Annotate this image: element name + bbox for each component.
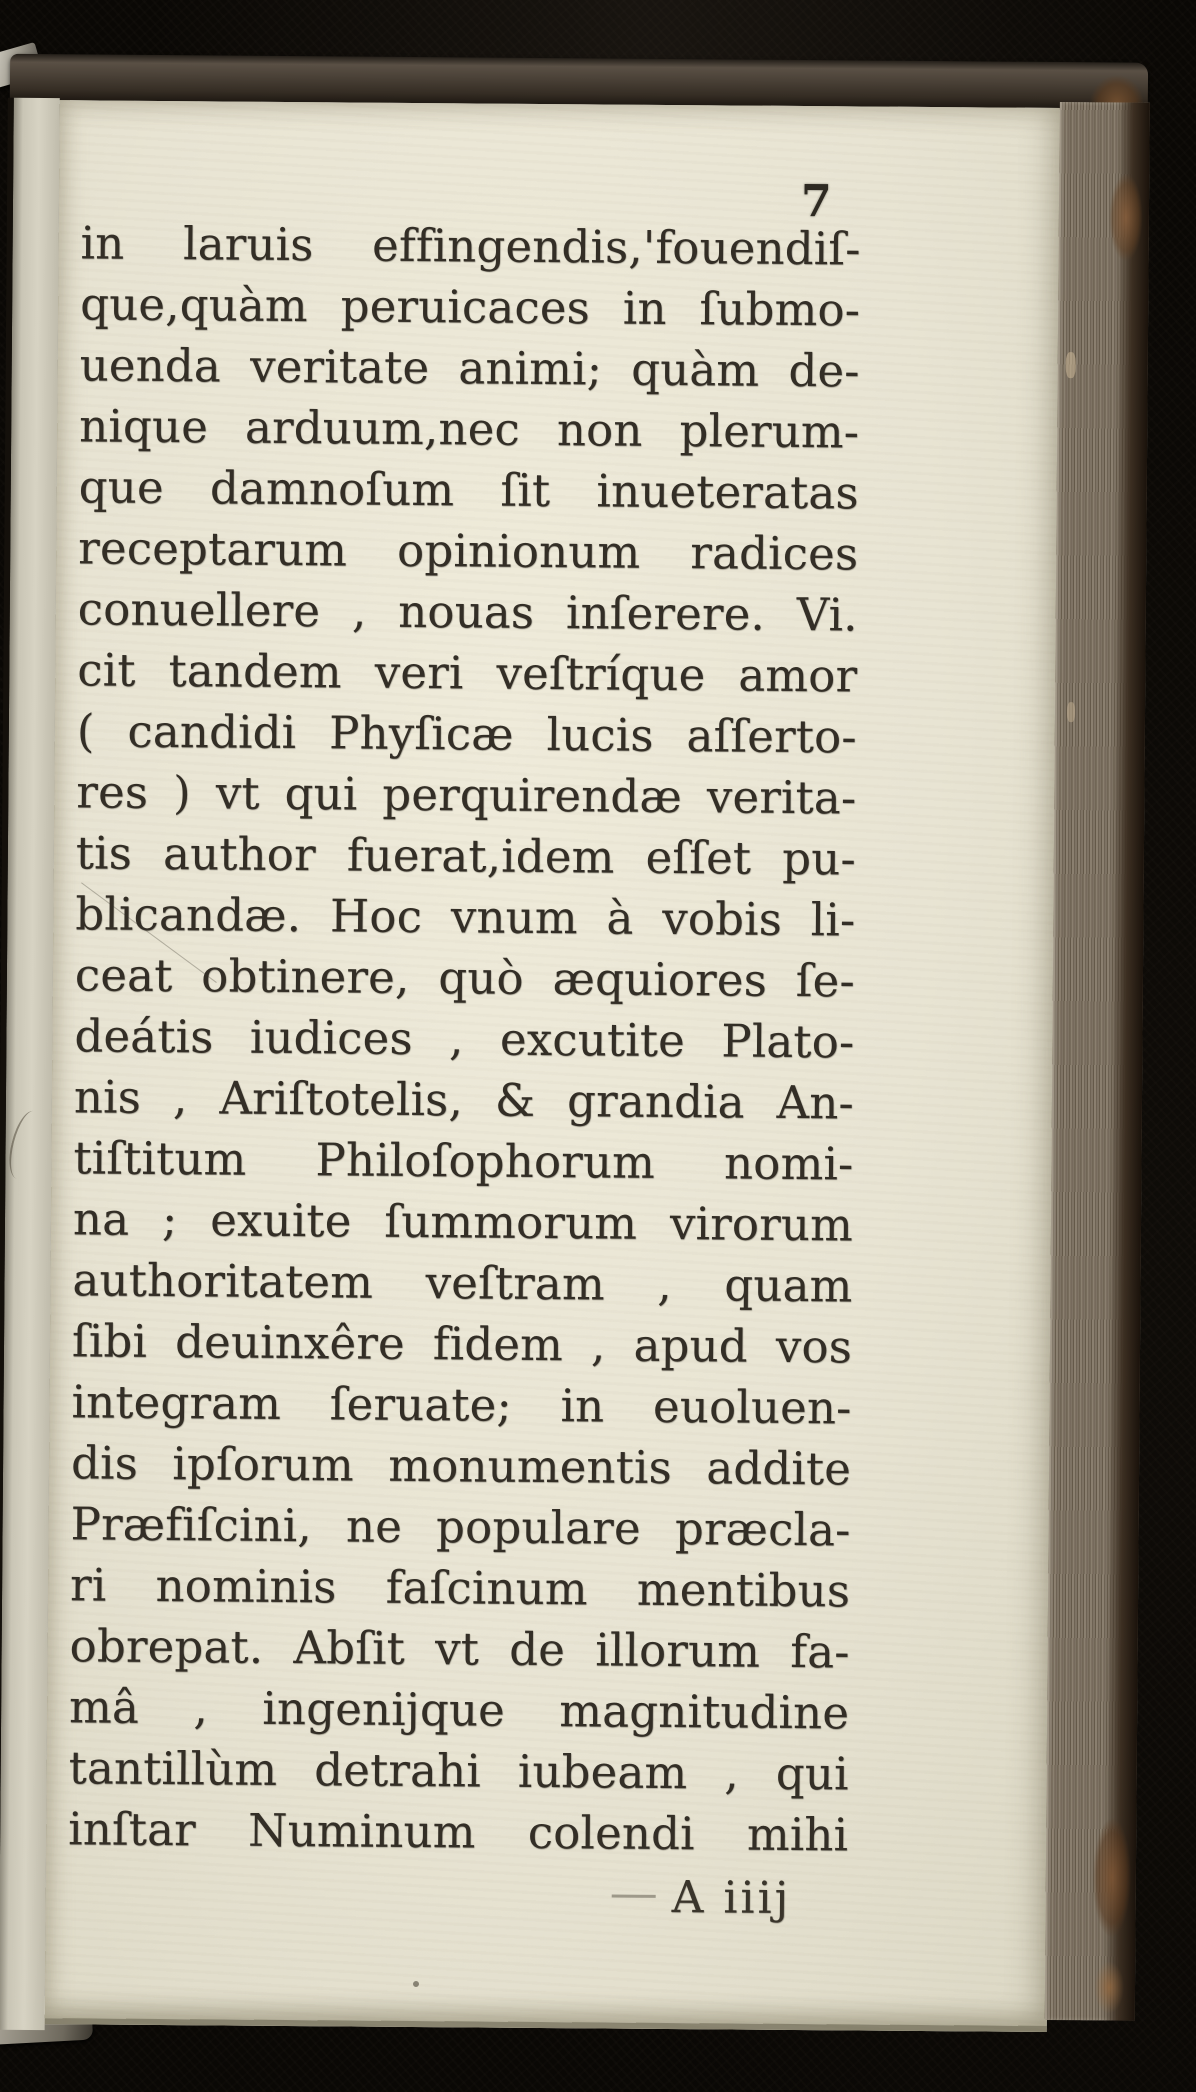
signature-row	[68, 1867, 848, 1924]
pen-mark	[612, 1895, 656, 1898]
book-page	[45, 100, 1062, 2032]
text-line: tis author fuerat,idem eſſet pu-	[75, 826, 857, 886]
leather-wear-spot	[1089, 1952, 1130, 2022]
text-line: receptarum opinionum radices	[78, 521, 859, 581]
book	[0, 54, 1150, 2039]
text-line: nis , Ariſtotelis, & grandia An-	[73, 1070, 855, 1130]
signature-mark: A iiij	[671, 1872, 792, 1924]
page-number: 7	[800, 175, 832, 228]
text-block	[68, 212, 861, 1924]
text-line: inſtar Numinum colendi mihi	[68, 1802, 849, 1862]
text-line: Præfiſcini, ne populare præcla-	[70, 1497, 851, 1557]
text-line: ri nominis faſcinum mentibus	[69, 1558, 851, 1618]
text-line: integram ſeruate; in euoluen-	[71, 1375, 852, 1435]
text-line: conuellere , nouas inſerere. Vi.	[77, 582, 858, 642]
leather-wear-spot	[1104, 162, 1147, 272]
text-line: authoritatem veſtram , quam	[72, 1253, 853, 1313]
text-line: ( candidi Phyſicæ lucis aſſerto-	[76, 704, 858, 764]
text-line: uenda veritate animi; quàm de-	[79, 338, 860, 398]
fore-edge-cover-strip	[1105, 102, 1150, 2020]
text-line: ceat obtinere, quò æquiores ſe-	[74, 948, 856, 1008]
text-line: ſibi deuinxêre fidem , apud vos	[71, 1314, 853, 1374]
text-line: in laruis effingendis,'fouendiſ-	[80, 216, 861, 276]
ink-speck	[413, 1981, 419, 1987]
text-line: que,quàm peruicaces in ſubmo-	[79, 277, 861, 337]
edge-chip	[1066, 352, 1076, 378]
text-line: obrepat. Abſit vt de illorum fa-	[69, 1619, 850, 1679]
text-line: tiſtitum Philoſophorum nomi-	[73, 1131, 854, 1191]
text-line: deátis iudices , excutite Plato-	[74, 1009, 855, 1069]
paper-crack	[3, 1108, 48, 1183]
leather-wear-spot	[1087, 1802, 1136, 1952]
text-line: res ) vt qui perquirendæ verita-	[76, 765, 857, 825]
text-line: blicandæ. Hoc vnum à vobis li-	[75, 887, 856, 947]
text-line: cit tandem veri veſtríque amor	[77, 643, 858, 703]
text-line: dis ipſorum monumentis addite	[70, 1436, 852, 1496]
edge-chip	[1067, 702, 1075, 722]
text-line: nique arduum,nec non plerum-	[79, 399, 860, 459]
text-line: mâ , ingenijque magnitudine	[68, 1680, 850, 1740]
text-line: que damnoſum ſit inueteratas	[78, 460, 859, 520]
text-line: tantillùm detrahi iubeam , qui	[68, 1741, 849, 1801]
fore-edge-pages	[1045, 102, 1150, 2021]
text-line: na ; exuite ſummorum virorum	[72, 1192, 854, 1252]
